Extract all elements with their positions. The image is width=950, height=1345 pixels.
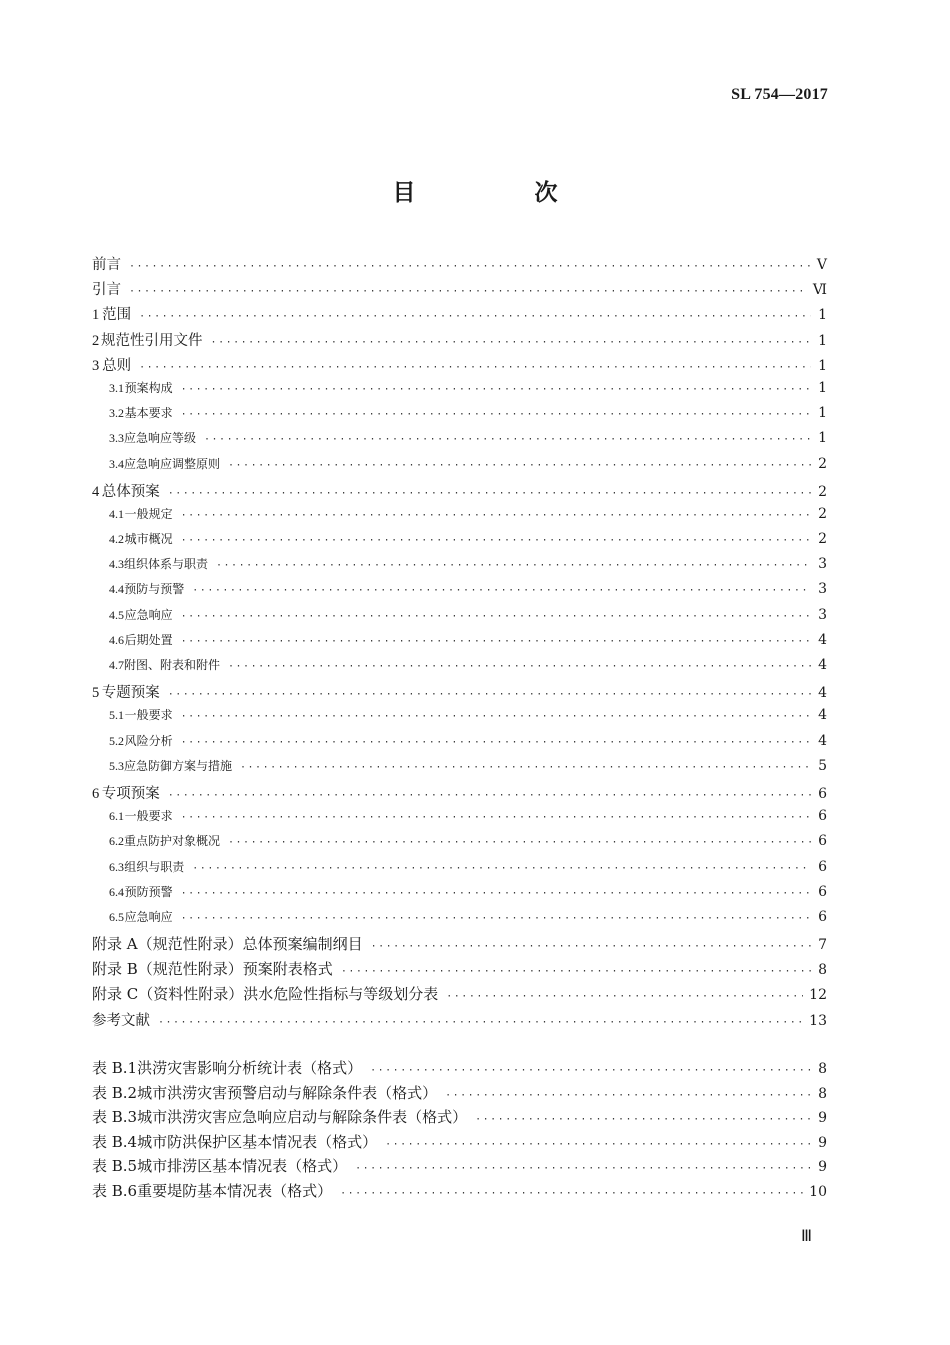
- toc-entry-page: 3: [818, 581, 827, 598]
- dot-leader: [181, 636, 811, 647]
- toc-entry-label: 预案附表格式: [242, 960, 333, 979]
- toc-entry[interactable]: [92, 480, 827, 505]
- toc-entry-page: 5: [818, 757, 827, 774]
- toc-entry-label: 参考文献: [92, 1012, 150, 1029]
- toc-entry-number: 6.1: [109, 809, 124, 824]
- toc-entry-page: 1: [818, 307, 827, 324]
- toc-entry-page: 1: [818, 405, 827, 422]
- toc-entry-number: 3.2: [109, 406, 124, 421]
- toc-entry[interactable]: [92, 1131, 827, 1156]
- toc-entry-number: 4.2: [109, 532, 124, 547]
- dot-leader: [216, 560, 811, 571]
- toc-entry-page: 1: [818, 357, 827, 374]
- toc-entry[interactable]: [92, 278, 827, 303]
- toc-entry-label: 前言: [92, 257, 121, 273]
- toc-entry-page: 2: [818, 505, 827, 522]
- toc-entry-page: 8: [818, 962, 827, 979]
- toc-entry[interactable]: [92, 656, 827, 681]
- dot-leader: [228, 460, 811, 471]
- toc-entry[interactable]: [92, 732, 827, 757]
- toc-entry-page: 4: [818, 707, 827, 724]
- toc-entry[interactable]: [92, 580, 827, 605]
- toc-entry-page: 1: [818, 379, 827, 396]
- toc-entry-label: 洪涝灾害影响分析统计表（格式）: [137, 1059, 363, 1077]
- toc-entry-page: 3: [818, 606, 827, 623]
- toc-entry-label: 重要堤防基本情况表（格式）: [137, 1181, 333, 1200]
- toc-entry-number: 3.3: [109, 431, 124, 446]
- dot-leader: [168, 689, 811, 700]
- toc-entry[interactable]: [92, 883, 827, 908]
- toc-entry-number: 表 B.2: [92, 1083, 138, 1102]
- toc-entry-label: 风险分析: [124, 733, 173, 748]
- toc-entry-number: 表 B.3: [92, 1108, 138, 1127]
- table-list: [92, 1057, 827, 1205]
- toc-entry-number: 5: [92, 685, 100, 702]
- toc-entry-page: 4: [818, 685, 827, 702]
- dot-leader: [192, 585, 811, 596]
- toc-entry-label: 洪水危险性指标与等级划分表: [243, 985, 439, 1004]
- dot-leader: [181, 535, 811, 546]
- dot-leader: [204, 434, 811, 445]
- toc-entry-number: 4.5: [109, 607, 124, 622]
- toc-entry[interactable]: [92, 530, 827, 555]
- toc-entry-label: 一般规定: [124, 506, 173, 521]
- toc-entry[interactable]: [92, 631, 827, 656]
- toc-entry-label: 后期处置: [124, 632, 173, 647]
- toc-entry-number: 表 B.4: [92, 1132, 138, 1151]
- toc-entry[interactable]: [92, 706, 827, 731]
- dot-leader: [192, 863, 811, 874]
- dot-leader: [228, 837, 811, 848]
- toc-entry-page: Ⅴ: [816, 257, 827, 273]
- toc-entry[interactable]: [92, 253, 827, 278]
- toc-entry[interactable]: [92, 958, 827, 983]
- toc-entry-page: 6: [818, 883, 827, 900]
- toc-entry[interactable]: [92, 681, 827, 706]
- toc-entry-label: 总则: [102, 357, 132, 374]
- toc-entry-page: 2: [818, 483, 827, 500]
- toc-entry-page: 3: [818, 556, 827, 573]
- dot-leader: [181, 812, 811, 823]
- toc-entry-number: 6.2: [109, 834, 124, 849]
- toc-entry[interactable]: [92, 1155, 827, 1180]
- toc-entry-label: 专题预案: [101, 685, 160, 702]
- dot-leader: [228, 661, 811, 672]
- toc-entry-label: 应急响应调整原则: [124, 456, 221, 471]
- toc-entry[interactable]: [92, 832, 827, 857]
- toc-entry-label: 规范性引用文件: [101, 332, 203, 349]
- dot-leader: [181, 913, 811, 924]
- toc-entry-page: 13: [809, 1012, 827, 1029]
- toc-entry-label: 预防与预警: [124, 582, 185, 597]
- toc-entry[interactable]: [92, 1009, 827, 1034]
- toc-entry-number: 表 B.1: [92, 1059, 138, 1077]
- toc-entry[interactable]: [92, 455, 827, 480]
- toc-entry-page: 6: [818, 785, 827, 802]
- toc-entry[interactable]: [92, 1106, 827, 1131]
- toc-entry[interactable]: [92, 782, 827, 807]
- toc-entry-label: 一般要求: [124, 708, 173, 723]
- toc-entry-page: 6: [818, 833, 827, 850]
- toc-entry-label: 引言: [92, 282, 121, 299]
- dot-leader: [370, 1065, 811, 1076]
- toc-entry-page: 8: [818, 1085, 827, 1102]
- toc-entry[interactable]: [92, 908, 827, 933]
- toc-entry[interactable]: [92, 303, 827, 328]
- toc-entry-label: 城市排涝区基本情况表（格式）: [137, 1157, 348, 1176]
- toc-entry[interactable]: [92, 757, 827, 782]
- toc-entry-number: 4: [92, 483, 100, 500]
- toc-entry-page: 1: [818, 430, 827, 447]
- dot-leader: [181, 510, 811, 521]
- toc-entry-number: 4.7: [109, 658, 124, 672]
- dot-leader: [240, 762, 811, 773]
- toc-entry-label: 基本要求: [124, 406, 173, 421]
- toc-entry-label: 应急响应: [124, 607, 173, 622]
- toc-entry-label: 组织体系与职责: [124, 557, 209, 572]
- toc-entry[interactable]: [92, 1057, 827, 1082]
- toc-entry-label: 城市防洪保护区基本情况表（格式）: [137, 1132, 378, 1151]
- dot-leader: [168, 488, 811, 499]
- toc-entry[interactable]: [92, 404, 827, 429]
- toc-entry[interactable]: [92, 505, 827, 530]
- dot-leader: [355, 1163, 811, 1174]
- toc-entry-label: 总体预案编制纲目: [242, 935, 363, 954]
- dot-leader: [341, 966, 811, 977]
- table-of-contents: [92, 253, 827, 1034]
- toc-entry-label: 城市洪涝灾害预警启动与解除条件表（格式）: [137, 1083, 438, 1102]
- page-title: 目 次: [392, 180, 606, 206]
- dot-leader: [475, 1114, 811, 1125]
- toc-entry[interactable]: [92, 983, 827, 1008]
- toc-entry[interactable]: [92, 858, 827, 883]
- dot-leader: [211, 337, 811, 348]
- toc-entry-page: 9: [818, 1110, 827, 1127]
- dot-leader: [371, 941, 811, 952]
- toc-entry-number: 3.1: [109, 380, 124, 395]
- toc-entry[interactable]: [92, 1082, 827, 1107]
- toc-entry-label: 城市洪涝灾害应急响应启动与解除条件表（格式）: [137, 1108, 468, 1127]
- dot-leader: [181, 711, 811, 722]
- toc-entry-page: Ⅵ: [812, 282, 827, 299]
- toc-entry-page: 2: [818, 531, 827, 548]
- toc-entry-page: 6: [818, 808, 827, 825]
- dot-leader: [446, 991, 803, 1002]
- toc-entry-label: 范围: [102, 307, 132, 324]
- dot-leader: [168, 790, 811, 801]
- toc-entry-page: 7: [818, 937, 827, 954]
- toc-entry-number: 2: [92, 332, 100, 349]
- dot-leader: [181, 409, 811, 420]
- toc-entry[interactable]: [92, 606, 827, 631]
- toc-entry-label: 组织与职责: [124, 859, 185, 874]
- toc-entry-number: 6.3: [109, 859, 124, 874]
- toc-entry-number: 4.4: [109, 582, 124, 597]
- toc-entry-label: 应急响应: [124, 909, 173, 924]
- toc-entry-number: 附录 A（规范性附录）: [92, 935, 243, 954]
- dot-leader: [129, 261, 811, 272]
- toc-entry-page: 2: [818, 455, 827, 472]
- dot-leader: [181, 888, 811, 899]
- toc-entry[interactable]: [92, 429, 827, 454]
- toc-entry-label: 应急响应等级: [124, 431, 197, 446]
- toc-entry-page: 4: [818, 631, 827, 648]
- toc-entry[interactable]: [92, 1180, 827, 1205]
- toc-entry[interactable]: [92, 379, 827, 404]
- toc-entry[interactable]: [92, 933, 827, 958]
- toc-entry-label: 总体预案: [101, 483, 160, 500]
- toc-entry-number: 3.4: [109, 456, 124, 471]
- toc-entry-page: 12: [809, 987, 827, 1004]
- toc-entry-number: 1: [92, 307, 100, 324]
- toc-entry-label: 一般要求: [124, 809, 173, 824]
- toc-entry-label: 应急防御方案与措施: [124, 758, 233, 773]
- toc-entry-number: 表 B.6: [92, 1181, 138, 1200]
- dot-leader: [445, 1090, 811, 1101]
- toc-entry-page: 10: [809, 1183, 827, 1200]
- toc-entry-page: 9: [818, 1134, 827, 1151]
- toc-entry-label: 专项预案: [101, 785, 160, 802]
- toc-entry-number: 3: [92, 357, 100, 374]
- dot-leader: [139, 311, 811, 322]
- dot-leader: [181, 611, 811, 622]
- toc-entry-number: 6.4: [109, 884, 124, 899]
- toc-entry-page: 6: [818, 858, 827, 875]
- dot-leader: [385, 1139, 811, 1150]
- standard-code: SL 754—2017: [731, 86, 828, 103]
- toc-entry[interactable]: [92, 555, 827, 580]
- toc-entry[interactable]: [92, 807, 827, 832]
- dot-leader: [181, 384, 811, 395]
- toc-entry-number: 6.5: [109, 909, 124, 924]
- toc-entry-label: 预防预警: [124, 884, 173, 899]
- page-number: Ⅲ: [800, 1228, 812, 1245]
- toc-entry-number: 5.1: [109, 708, 124, 723]
- dot-leader: [158, 1017, 803, 1028]
- toc-entry-page: 9: [818, 1159, 827, 1176]
- dot-leader: [139, 362, 811, 373]
- toc-entry-number: 附录 C（资料性附录）: [92, 985, 244, 1004]
- toc-entry-number: 6: [92, 785, 100, 802]
- toc-entry-number: 5.2: [109, 733, 124, 748]
- toc-entry-page: 4: [818, 657, 827, 673]
- toc-entry-number: 5.3: [109, 758, 124, 773]
- toc-entry-label: 城市概况: [124, 532, 173, 547]
- toc-entry-label: 重点防护对象概况: [124, 834, 221, 849]
- toc-entry-number: 4.3: [109, 557, 124, 572]
- toc-entry-page: 6: [818, 908, 827, 925]
- toc-entry-page: 1: [818, 332, 827, 349]
- toc-entry-number: 表 B.5: [92, 1157, 138, 1176]
- toc-entry-number: 4.6: [109, 632, 124, 647]
- toc-entry[interactable]: [92, 354, 827, 379]
- dot-leader: [129, 286, 807, 297]
- toc-entry-label: 附图、附表和附件: [124, 658, 221, 672]
- toc-entry-number: 4.1: [109, 506, 124, 521]
- toc-entry-number: 附录 B（规范性附录）: [92, 960, 243, 979]
- toc-entry-page: 4: [818, 732, 827, 749]
- dot-leader: [340, 1188, 803, 1199]
- toc-entry[interactable]: [92, 329, 827, 354]
- dot-leader: [181, 737, 811, 748]
- toc-entry-page: 8: [818, 1061, 827, 1077]
- toc-entry-label: 预案构成: [124, 380, 173, 395]
